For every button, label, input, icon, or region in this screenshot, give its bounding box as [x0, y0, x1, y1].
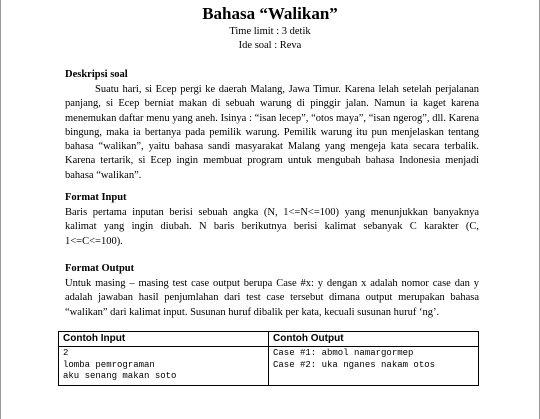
- input-format-heading: Format Input: [65, 192, 127, 203]
- sample-input-cell: [59, 347, 269, 386]
- sample-input-line: aku senang makan soto: [63, 371, 177, 381]
- output-format-heading: Format Output: [65, 263, 135, 274]
- input-format-text: Baris pertama inputan berisi sebuah angka (N, 1<=N<=100) yang menunjukkan banyaknya kalimat yang ingin diubah. N baris berikutnya berisi kalimat sebanyak C karakter (C, 1<=C<=100).: [65, 207, 479, 247]
- description-body: Suatu hari, si Ecep pergi ke daerah Malang, Jawa Timur. Karena lelah setelah perjalanan panjang, si Ecep berniat makan di sebuah warung di pinggir jalan. Namun ia kaget karena menemukan daftar menu yang aneh. Isinya : “isan lecep”, “otos maya”, “isan ngerog”, dll. Karena bingung, maka ia bertanya pada pemilik warung. Pemilik warung itu pun menjelaskan tentang bahasa “walikan”, yaitu bahasa sandi masyarakat Malang yang mengeja kata secara terbalik. Karena tertarik, si Ecep ingin membuat program untuk mengubah bahasa Indonesia menjadi bahasa “walikan”.: [65, 84, 479, 181]
- sample-io-table: [58, 331, 479, 386]
- page-left-border: [0, 0, 1, 419]
- description-text: [65, 83, 479, 183]
- sample-header-row: [59, 332, 479, 347]
- problem-author: Ide soal : Reva: [238, 40, 302, 51]
- sample-body-row: [59, 347, 479, 386]
- output-format-text: Untuk masing – masing test case output berupa Case #x: y dengan x adalah nomor case dan y adalah jawaban hasil penjumlahan dari test case tersebut dimana output merupakan bahasa “walikan” dari kalimat input. Susunan huruf dibalik per kata, kecuali susunan huruf ‘ng’.: [65, 278, 479, 318]
- sample-input-line: lomba pemrograman: [63, 359, 155, 370]
- sample-input-header: Contoh Input: [59, 332, 269, 347]
- time-limit: Time limit : 3 detik: [229, 26, 311, 37]
- problem-title: Bahasa “Walikan”: [202, 4, 338, 23]
- sample-input-line: 2: [63, 348, 69, 358]
- sample-output-cell: [269, 347, 479, 386]
- description-heading: Deskripsi soal: [65, 69, 128, 80]
- sample-output-line: Case #2: uka nganes nakam otos: [273, 359, 436, 370]
- sample-output-header: Contoh Output: [269, 332, 479, 347]
- sample-output-line: Case #1: abmol namargormep: [273, 348, 414, 358]
